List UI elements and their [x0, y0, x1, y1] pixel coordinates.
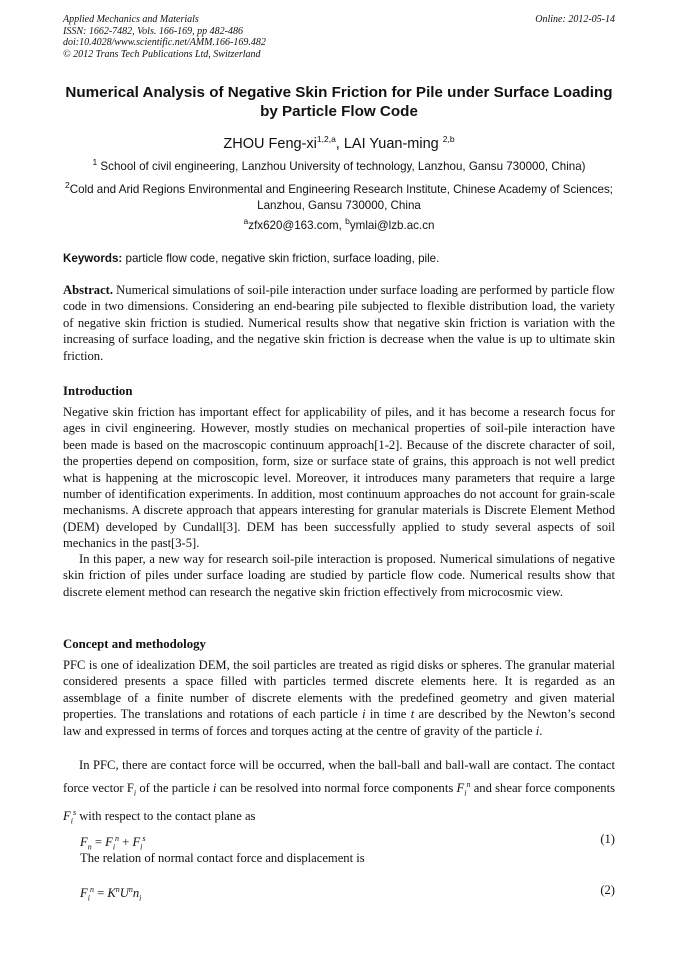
abstract-text: Numerical simulations of soil-pile interaction under surface loading are performed by particle flow code in two dimensions. Considering an end-bearing pile subjected to flexible distribution load, the variety of negative skin friction is studied. Numerical results show that negative skin friction is variation with the increasing of surface loading, and the negative skin friction is decrease when the value is up to ultimate skin friction.	[63, 283, 615, 363]
concept-p1-text-a: PFC is one of idealization DEM, the soil particles are treated as rigid disks or spheres. The granular material considered presents a space filled with particles termed discrete elements here. It is regarded as an assemblage of a finite number of discrete elements with the predefined geometry and given material properties. The translations and rotations of each particle	[63, 658, 615, 722]
concept-p2-text-d: and shear force components	[470, 781, 615, 796]
concept-p1-text-b: in time	[365, 707, 411, 722]
eq1-lhs: $F_n$	[80, 835, 92, 852]
eq1-term-1: $F_i^n$	[105, 834, 120, 852]
eq1-plus: +	[119, 835, 133, 850]
online-date: Online: 2012-05-14	[535, 14, 615, 25]
author-sep: ,	[335, 135, 344, 152]
email-line	[63, 213, 615, 234]
equation-2	[80, 882, 615, 907]
email-a: zfx620@163.com,	[248, 218, 346, 232]
concept-paragraph-2	[63, 756, 615, 830]
eq2-lhs: $F_i^n$	[80, 885, 94, 903]
doi-line: doi:10.4028/www.scientific.net/AMM.166-169.482	[63, 37, 266, 48]
author-1: ZHOU Feng-xi	[223, 135, 317, 152]
journal-header	[63, 14, 615, 60]
abstract-label: Abstract.	[63, 283, 114, 297]
keywords	[63, 251, 615, 267]
email-a-sup: a	[243, 216, 249, 226]
concept-paragraph-3: The relation of normal contact force and displacement is	[80, 851, 365, 865]
introduction-paragraph-1: Negative skin friction has important effect for applicability of piles, and it has become a research focus for ages in civil engineering. However, mostly studies on mechanical properties of soil-pile interaction have been made is based on the macroscopic continuum approach[1-2]. Because of the discrete character of soil, the properties depend on composition, form, size or surface state of grains, this approach is not well predict what is happening at the microscopic level. Moreover, it introduces many parameters that require a large number of identification experiments. In addition, most continuum approaches do not account for grain-scale mechanisms. A discrete approach that appears interesting for granular materials is Discrete Element Method (DEM) developed by Cundall[3]. DEM has been successfully applied to study several aspects of soil mechanics in the past[3-5].	[63, 405, 615, 551]
issn-line: ISSN: 1662-7482, Vols. 166-169, pp 482-486	[63, 25, 243, 37]
email-b: ymlai@lzb.ac.cn	[349, 218, 435, 232]
concept-p1-text-c: are described by the Newton’s second law and expressed in terms of forces and torques acting at the centre of gravity of the particle	[63, 707, 615, 738]
shear-force-symbol: $F_i^s$	[63, 807, 77, 826]
keywords-text: particle flow code, negative skin friction, surface loading, pile.	[122, 252, 440, 265]
affiliation-1-sup: 1	[92, 157, 98, 167]
introduction-paragraph-2: In this paper, a new way for research soil-pile interaction is proposed. Numerical simulations of negative skin friction of piles under surface loading are studied by particle flow code. Numerical results show that discrete element method can research the negative skin friction effectively from microcosmic view.	[63, 552, 615, 599]
eq1-equals: =	[91, 835, 106, 850]
concept-heading: Concept and methodology	[63, 637, 206, 651]
concept-p2-text-a: In PFC, there are contact force will be occurred, when the ball-ball and ball-wall are contact. The contact force vector F	[63, 758, 615, 796]
concept-p1-text-d: .	[539, 723, 543, 738]
eq2-equals: =	[93, 886, 108, 901]
concept-paragraph-1	[63, 657, 615, 739]
concept-p1-var-i2: i	[535, 723, 540, 738]
affiliation-2-sup: 2	[64, 180, 70, 190]
affiliation-2	[63, 177, 615, 214]
equation-1-number: (1)	[600, 832, 615, 846]
paper-title: Numerical Analysis of Negative Skin Friction for Pile under Surface Loading by Particle Flow Code	[65, 84, 613, 120]
equation-2-number: (2)	[600, 883, 615, 897]
keywords-label: Keywords:	[63, 252, 123, 265]
affiliation-1-text: School of civil engineering, Lanzhou University of technology, Lanzhou, Gansu 730000, China)	[97, 159, 586, 173]
author-2-sup: 2,b	[442, 134, 455, 144]
journal-name: Applied Mechanics and Materials	[63, 14, 199, 25]
author-1-sup: 1,2,a	[316, 134, 336, 144]
concept-p2-text-e: with respect to the contact plane as	[76, 808, 256, 823]
eq1-term-2: $F_i^s$	[132, 834, 146, 852]
abstract	[63, 282, 615, 364]
concept-p2-text-b: of the particle	[136, 781, 213, 796]
normal-force-symbol: $F_i^n$	[456, 780, 471, 798]
author-2: LAI Yuan-ming	[343, 135, 443, 152]
affiliation-1	[63, 154, 615, 175]
concept-p2-sub-i: i	[133, 788, 137, 798]
email-b-sup: b	[345, 216, 350, 226]
concept-p2-text-c: can be resolved into normal force components	[216, 781, 457, 796]
introduction-heading: Introduction	[63, 384, 133, 398]
author-line	[63, 130, 615, 153]
affiliation-2-text: Cold and Arid Regions Environmental and Engineering Research Institute, Chinese Academy of Sciences; Lanzhou, Gansu 730000, China	[69, 182, 614, 212]
concept-p1-var-i: i	[362, 707, 366, 722]
copyright-line: © 2012 Trans Tech Publications Ltd, Switzerland	[63, 48, 261, 60]
concept-p1-var-t: t	[410, 707, 415, 722]
eq2-rhs: $K^nU^nn_i$	[107, 885, 142, 903]
concept-p2-var-i: i	[212, 781, 217, 796]
